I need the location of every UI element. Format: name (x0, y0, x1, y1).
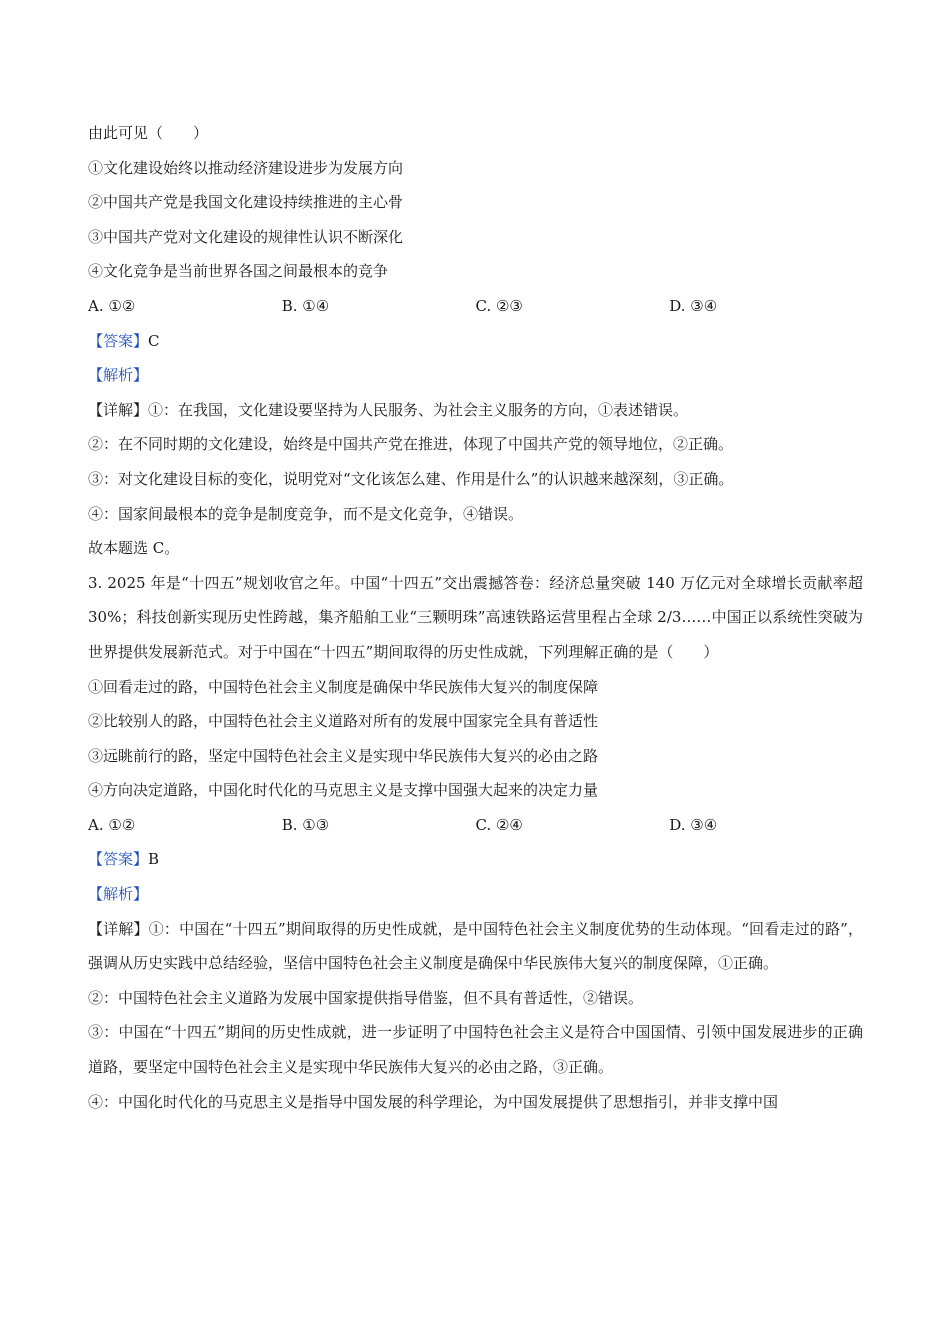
answer-value: C (148, 331, 160, 350)
analysis-line (88, 358, 863, 393)
answer-tag: 【答案】 (88, 850, 149, 869)
statement-item: ④文化竞争是当前世界各国之间最根本的竞争 (88, 262, 389, 281)
detail-tag: 【详解】 (88, 400, 149, 419)
detail-text: ①：中国在“十四五”期间取得的历史性成就，是中国特色社会主义制度优势的生动体现。“回看走过的路”，强调从历史实践中总结经验，坚信中国特色社会主义制度是确保中华民族伟大复兴的制度保障，①正确。 (88, 919, 863, 973)
detail-paragraph: ③：中国在“十四五”期间的历史性成就，进一步证明了中国特色社会主义是符合中国国情、引领中国发展进步的正确道路，要坚定中国特色社会主义是实现中华民族伟大复兴的必由之路，③正确。 (88, 1023, 863, 1077)
option-c: C. ②③ (475, 296, 523, 315)
detail-text: ①：在我国，文化建设要坚持为人民服务、为社会主义服务的方向，①表述错误。 (148, 400, 689, 419)
analysis-tag: 【解析】 (88, 885, 149, 904)
option-b: B. ①④ (281, 296, 330, 315)
option-a: A. ①② (88, 815, 136, 834)
answer-value: B (148, 850, 160, 869)
answer-line (88, 324, 863, 359)
statement-item: ③远眺前行的路，坚定中国特色社会主义是实现中华民族伟大复兴的必由之路 (88, 746, 599, 765)
statement-item: ③中国共产党对文化建设的规律性认识不断深化 (88, 227, 404, 246)
conclusion: 故本题选 C。 (88, 539, 180, 558)
statement-item: ①文化建设始终以推动经济建设进步为发展方向 (88, 158, 404, 177)
detail-text: ②：中国特色社会主义道路为发展中国家提供指导借鉴，但不具有普适性，②错误。 (88, 988, 644, 1007)
statement-item: ①回看走过的路，中国特色社会主义制度是确保中华民族伟大复兴的制度保障 (88, 677, 599, 696)
answer-tag: 【答案】 (88, 331, 149, 350)
question-stem: 3. 2025 年是“十四五”规划收官之年。中国“十四五”交出震撼答卷：经济总量突破 140 万亿元对全球增长贡献率超 30%；科技创新实现历史性跨越，集齐船舶工业“三颗明珠”高速铁路运营里程占全球 2/3……中国正以系统性突破为世界提供发展新范式。对于中国在“十四五”期间取得的历史性成就，下列理解正确的是（ ） (88, 573, 863, 661)
detail-tag: 【详解】 (88, 919, 149, 938)
answer-line (88, 842, 863, 877)
detail-line (88, 393, 863, 428)
detail-text: ④：国家间最根本的竞争是制度竞争，而不是文化竞争，④错误。 (88, 504, 524, 523)
option-d: D. ③④ (669, 296, 718, 315)
option-b: B. ①③ (281, 815, 330, 834)
statement-item: ④方向决定道路，中国化时代化的马克思主义是支撑中国强大起来的决定力量 (88, 781, 599, 800)
analysis-line (88, 877, 863, 912)
option-a: A. ①② (88, 296, 136, 315)
analysis-tag: 【解析】 (88, 366, 149, 385)
option-c: C. ②④ (475, 815, 523, 834)
question-stem-tail: 由此可见（ ） (88, 124, 209, 142)
statement-item: ②比较别人的路，中国特色社会主义道路对所有的发展中国家完全具有普适性 (88, 712, 599, 731)
detail-text: ④：中国化时代化的马克思主义是指导中国发展的科学理论，为中国发展提供了思想指引，并非支撑中国 (88, 1092, 779, 1111)
detail-paragraph (88, 912, 863, 981)
answer-options (88, 808, 863, 843)
document-page (88, 116, 863, 1119)
detail-text: ③：对文化建设目标的变化，说明党对“文化该怎么建、作用是什么”的认识越来越深刻，③正确。 (88, 469, 734, 488)
answer-options (88, 289, 863, 324)
statement-item: ②中国共产党是我国文化建设持续推进的主心骨 (88, 193, 404, 212)
option-d: D. ③④ (669, 815, 718, 834)
detail-text: ②：在不同时期的文化建设，始终是中国共产党在推进，体现了中国共产党的领导地位，②正确。 (88, 435, 734, 454)
